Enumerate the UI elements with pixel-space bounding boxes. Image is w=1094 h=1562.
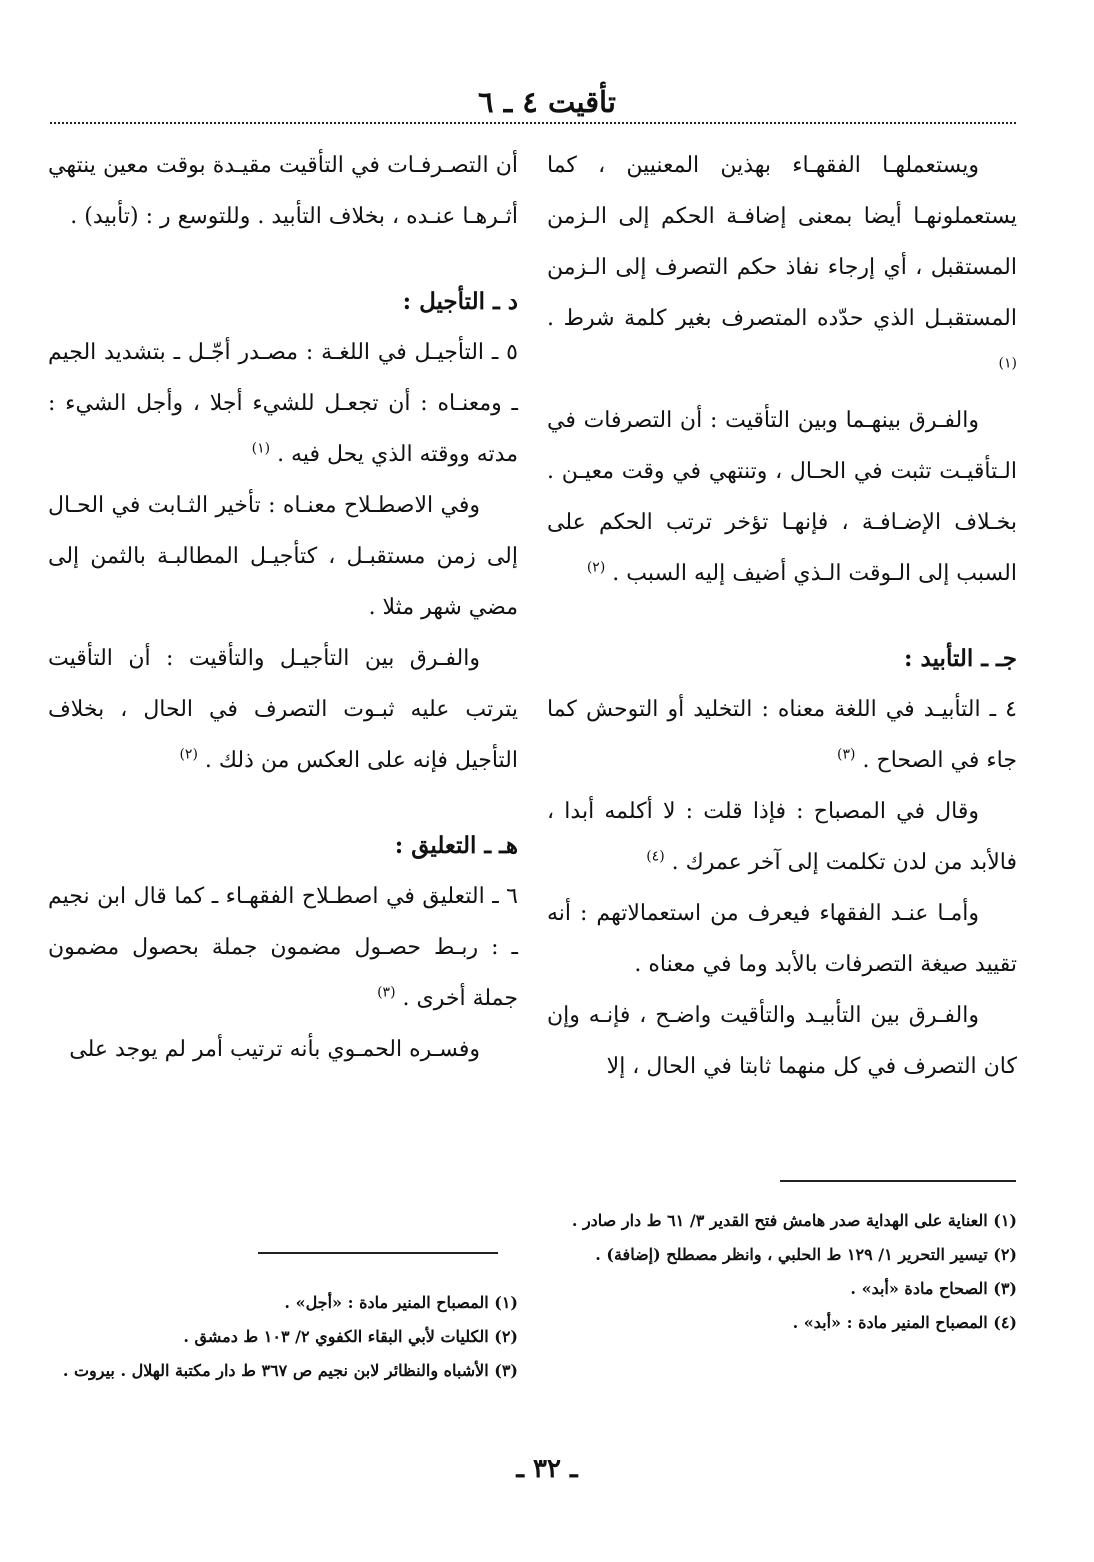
footnote-reference: (٢) bbox=[586, 559, 606, 576]
paragraph bbox=[48, 871, 518, 1024]
section-gap bbox=[48, 242, 518, 276]
paragraph bbox=[48, 1024, 518, 1075]
right-column bbox=[547, 140, 1017, 1092]
paragraph bbox=[547, 395, 1017, 599]
page-number: ـ ٣٢ ـ bbox=[516, 1454, 578, 1484]
paragraph bbox=[547, 990, 1017, 1092]
heading-text: جـ ـ التأبيد : bbox=[904, 645, 1017, 672]
footnote-reference: (٣) bbox=[377, 984, 396, 1001]
paragraph-text: والفـرق بينهـما وبين التأقيت : أن التصرفات في الـتأقيـت تثبت في الحـال ، وتنتهي في وقت معيـن . بخـلاف الإضـافـة ، فإنهـا تؤخر ترتب الحكم على السبب إلى الـوقت الـذي أضيف إليه السبب . bbox=[547, 408, 1017, 586]
paragraph-text: أن التصـرفـات في التأقيت مقيـدة بوقت معين ينتهي أثـرهـا عنـده ، بخلاف التأبيد . وللتوسع ر : (تأبيد) . bbox=[48, 153, 518, 229]
footnote-reference: (٢) bbox=[179, 746, 198, 763]
paragraph-text: ٥ ـ التأجيـل في اللغـة : مصـدر أجّـل ـ بتشديد الجيم ـ ومعنـاه : أن تجعـل للشيء أجلا ، وأجل الشيء : مدته ووقته الذي يحل فيه . bbox=[48, 340, 518, 467]
footnote: (٢) تيسير التحرير ١/ ١٢٩ ط الحلبي ، وانظر مصطلح (إضافة) . bbox=[595, 1245, 1017, 1264]
heading-text: د ـ التأجيل : bbox=[402, 288, 518, 315]
footnote: (١) المصباح المنير مادة : «أجل» . bbox=[284, 1293, 518, 1312]
footnotes-right bbox=[547, 1204, 1017, 1340]
paragraph-text: ٤ ـ التأبيـد في اللغة معناه : التخليد أو التوحش كما جاء في الصحاح . bbox=[547, 697, 1017, 773]
section-gap bbox=[547, 599, 1017, 633]
header-dotted-rule bbox=[50, 122, 1016, 124]
paragraph bbox=[547, 786, 1017, 888]
section-heading bbox=[48, 276, 518, 327]
paragraph bbox=[48, 633, 518, 786]
paragraph bbox=[547, 684, 1017, 786]
paragraph bbox=[48, 480, 518, 633]
left-column bbox=[48, 140, 518, 1075]
paragraph-text: ويستعملهـا الفقهـاء بهذين المعنيين ، كما يستعملونهـا أيضا بمعنى إضافـة الحكم إلى الـزمن المستقبل ، أي إرجاء نفاذ حكم التصرف إلى الـزمن المستقبـل الذي حدّده المتصرف بغير كلمة شرط . bbox=[547, 153, 1017, 331]
page-header-title: تأقيت ٤ ـ ٦ bbox=[478, 85, 616, 119]
footnote: (١) العناية على الهداية صدر هامش فتح القدير ٣/ ٦١ ط دار صادر . bbox=[571, 1211, 1017, 1230]
footnote-reference: (٤) bbox=[646, 848, 665, 865]
footnote-reference: (٣) bbox=[837, 746, 856, 763]
section-heading bbox=[547, 633, 1017, 684]
paragraph-text: وقال في المصباح : فإذا قلت : لا أكلمه أبدا ، فالأبد من لدن تكلمت إلى آخر عمرك . bbox=[547, 799, 1017, 875]
footnote-reference: (١) bbox=[998, 355, 1017, 372]
paragraph bbox=[547, 140, 1017, 395]
footnote: (٢) الكليات لأبي البقاء الكفوي ٢/ ١٠٣ ط دمشق . bbox=[183, 1327, 518, 1346]
paragraph bbox=[48, 140, 518, 242]
footnote: (٣) الصحاح مادة «أبد» . bbox=[850, 1279, 1017, 1298]
heading-text: هـ ـ التعليق : bbox=[394, 832, 518, 859]
footnote-rule-right bbox=[780, 1180, 1016, 1182]
footnote-reference: (١) bbox=[251, 440, 271, 457]
footnote: (٤) المصباح المنير مادة : «أبد» . bbox=[792, 1313, 1017, 1332]
paragraph bbox=[48, 327, 518, 480]
section-heading bbox=[48, 820, 518, 871]
footnote-rule-left bbox=[258, 1252, 498, 1254]
section-gap bbox=[48, 786, 518, 820]
paragraph-text: وأمـا عنـد الفقهاء فيعرف من استعمالاتهم : أنه تقييد صيغة التصرفات بالأبد وما في معناه . bbox=[547, 901, 1017, 977]
paragraph-text: والفـرق بين التأجيـل والتأقيت : أن التأقيت يترتب عليه ثبـوت التصرف في الحال ، بخلاف التأجيل فإنه على العكس من ذلك . bbox=[48, 646, 518, 773]
paragraph-text: وفي الاصطـلاح معنـاه : تأخير الثـابت في الحـال إلى زمن مستقبـل ، كتأجيـل المطالبـة بالثمن إلى مضي شهر مثلا . bbox=[48, 493, 518, 620]
paragraph-text: وفسـره الحمـوي بأنه ترتيب أمر لم يوجد على bbox=[69, 1037, 480, 1062]
footnotes-left bbox=[48, 1286, 518, 1388]
paragraph-text: ٦ ـ التعليق في اصطـلاح الفقهـاء ـ كما قال ابن نجيم ـ : ربـط حصـول مضمون جملة بحصول مضمون جملة أخرى . bbox=[48, 884, 518, 1011]
paragraph bbox=[547, 888, 1017, 990]
paragraph-text: والفـرق بين التأبيـد والتأقيت واضـح ، فإنـه وإن كان التصرف في كل منهما ثابتا في الحال ، إلا bbox=[547, 1003, 1017, 1079]
footnote: (٣) الأشباه والنظائر لابن نجيم ص ٣٦٧ ط دار مكتبة الهلال . بيروت . bbox=[62, 1361, 518, 1380]
